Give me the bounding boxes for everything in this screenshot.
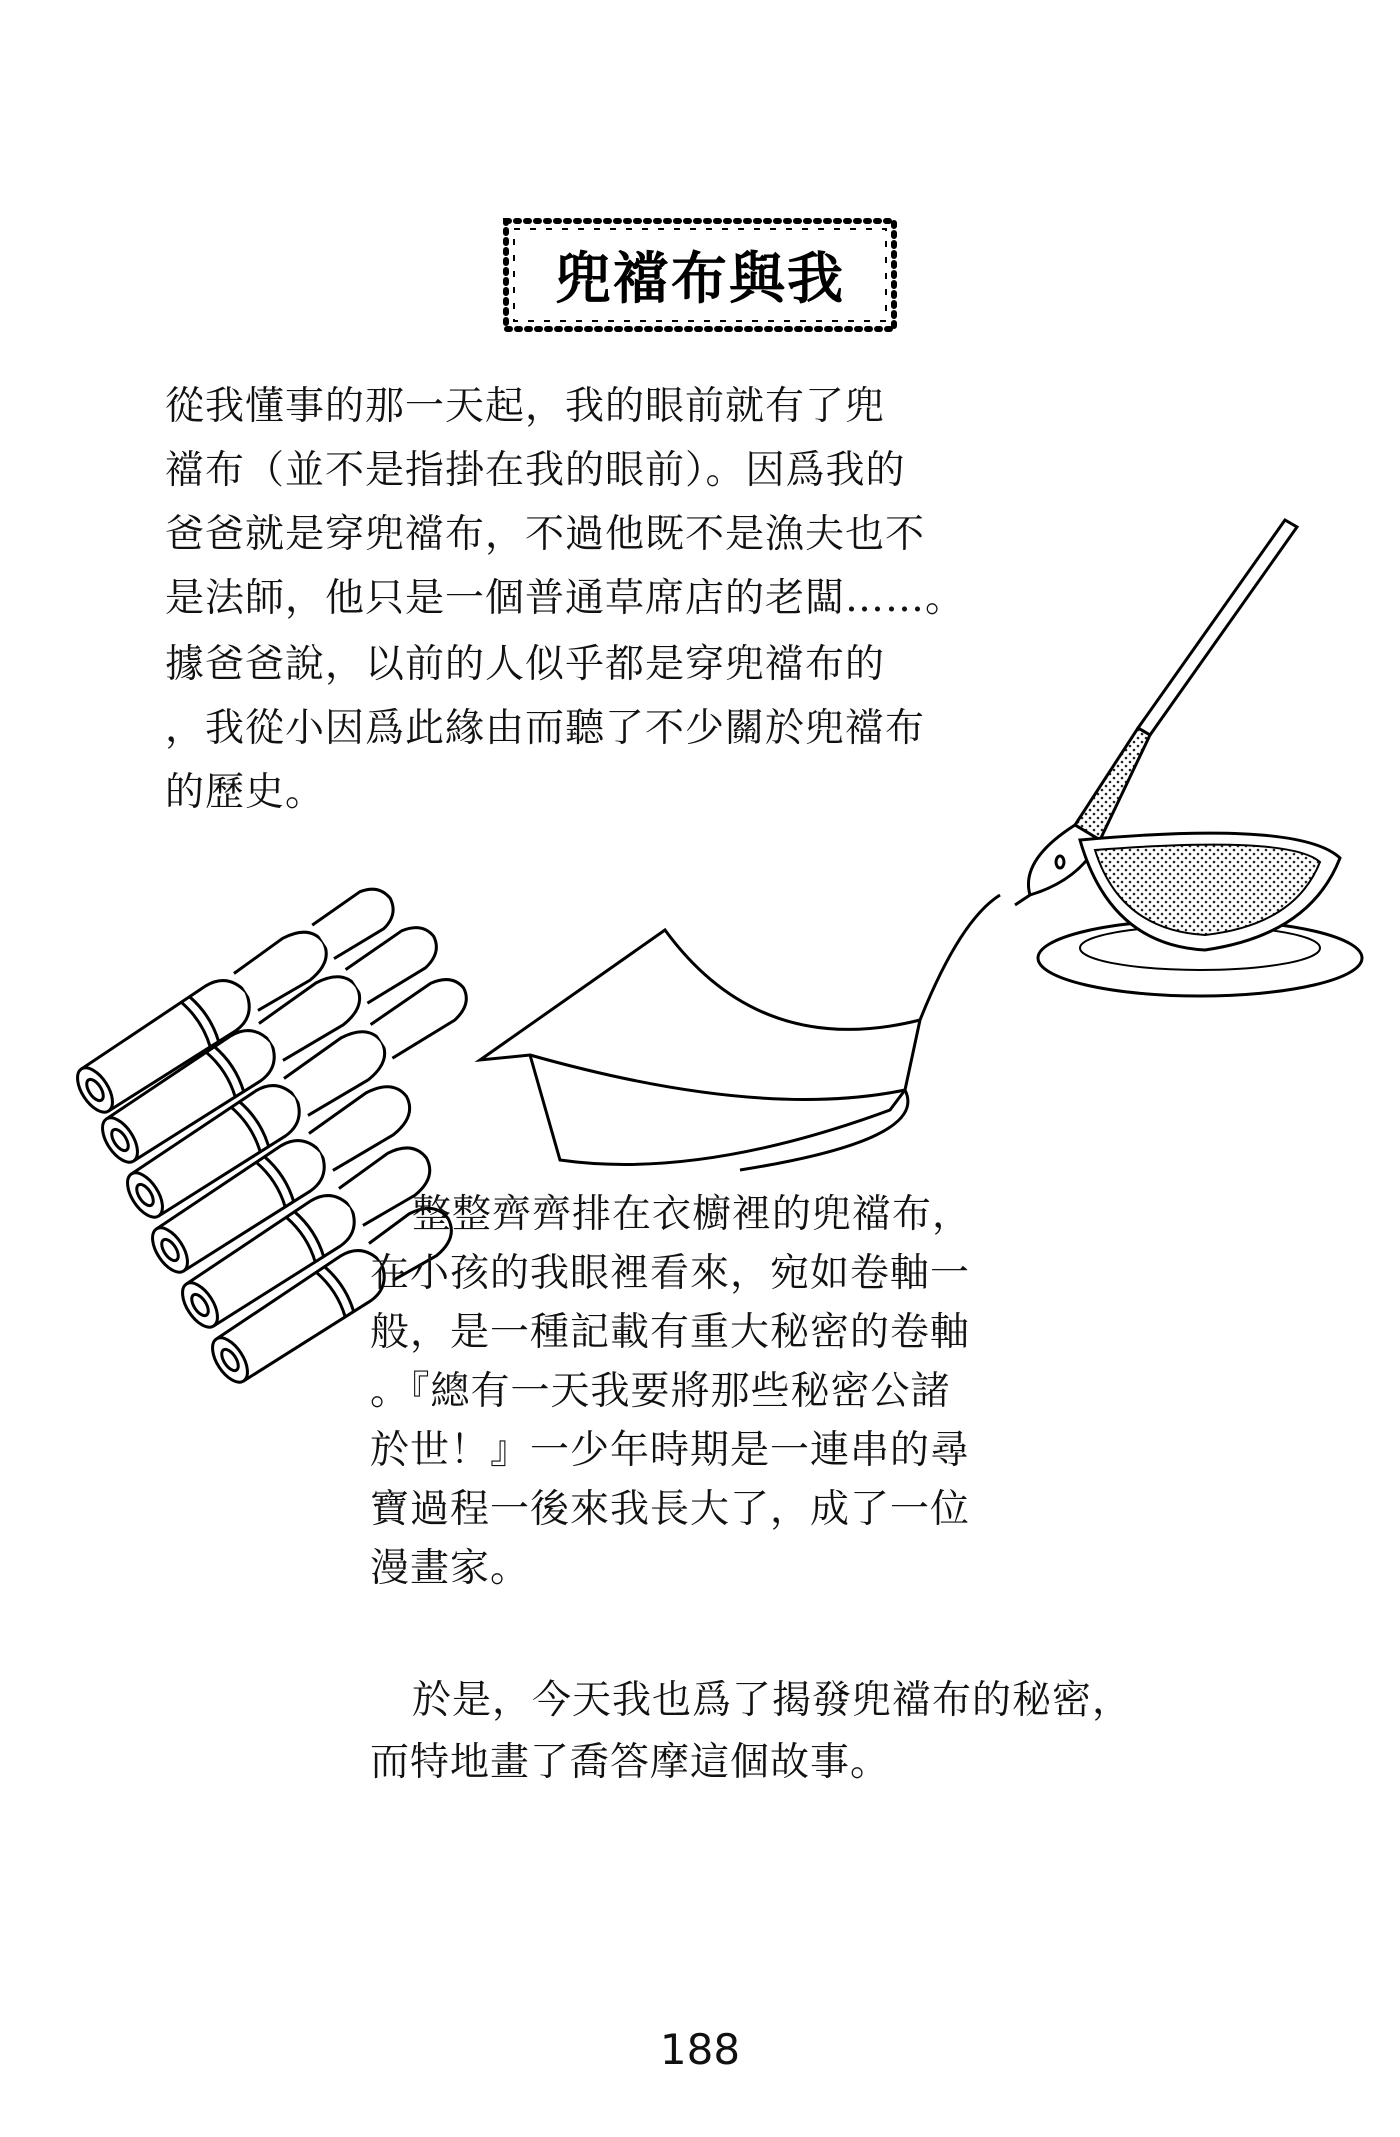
text-line: 漫畫家。 (370, 1546, 531, 1591)
text-line: 於是，今天我也爲了揭發兜襠布的秘密， (412, 1678, 1133, 1723)
cup-icon (1038, 833, 1362, 996)
text-line: 寶過程一後來我長大了，成了一位 (370, 1487, 971, 1532)
unrolled-cloth (480, 895, 1000, 1170)
text-line: 整整齊齊排在衣櫥裡的兜襠布， (412, 1192, 973, 1237)
text-line: 的歷史。 (165, 770, 326, 815)
text-line: 般，是一種記載有重大秘密的卷軸 (370, 1310, 971, 1355)
text-line: ，我從小因爲此緣由而聽了不少關於兜襠布 (165, 706, 926, 751)
text-line: 於世！』一少年時期是一連串的尋 (370, 1428, 971, 1473)
text-line: 是法師，他只是一個普通草席店的老闆……。 (165, 576, 966, 621)
paragraph-scrolls (370, 1185, 972, 1598)
text-line: 從我懂事的那一天起，我的眼前就有了兜 (165, 384, 886, 429)
text-line: 在小孩的我眼裡看來，宛如卷軸一 (370, 1251, 971, 1296)
text-line: 。『總有一天我要將那些秘密公諸 (370, 1369, 951, 1414)
page-number: 188 (659, 2025, 741, 2074)
paragraph-conclusion (370, 1670, 1132, 1794)
text-line: 而特地畫了喬答摩這個故事。 (370, 1740, 891, 1785)
text-line: 襠布（並不是指掛在我的眼前）。因爲我的 (165, 448, 906, 493)
text-line: 據爸爸說，以前的人似乎都是穿兜襠布的 (165, 642, 886, 687)
text-line: 爸爸就是穿兜襠布，不過他既不是漁夫也不 (165, 512, 926, 557)
page-title: 兜襠布與我 (555, 247, 845, 312)
